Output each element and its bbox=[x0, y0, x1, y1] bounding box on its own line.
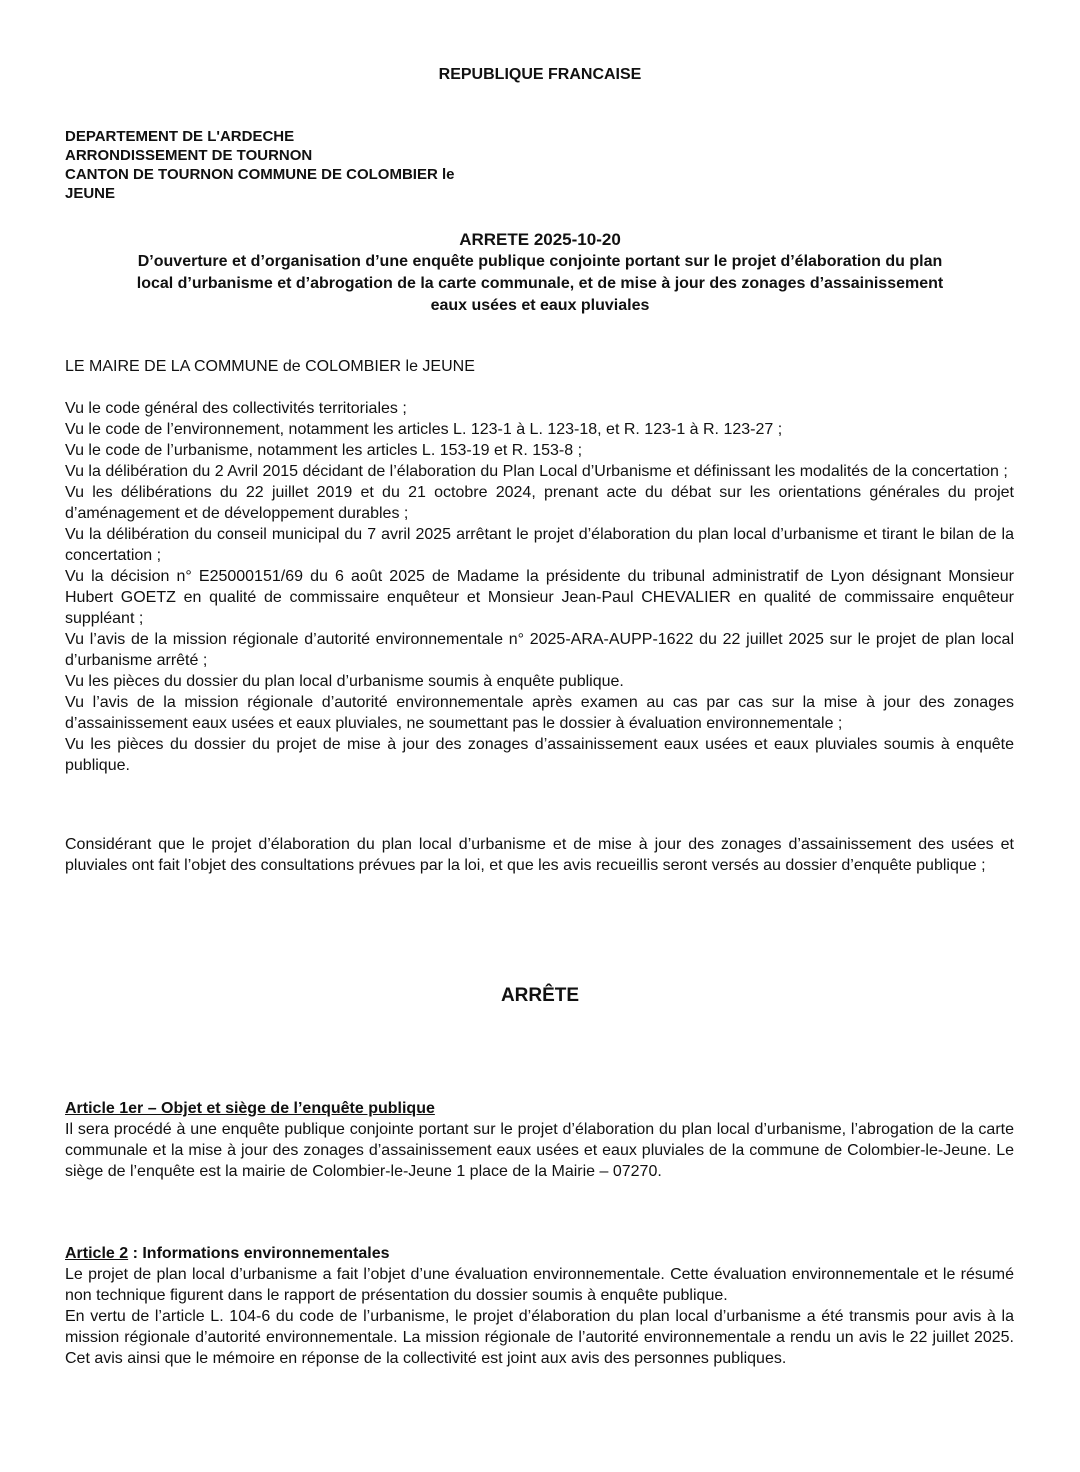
mayor-line: LE MAIRE DE LA COMMUNE de COLOMBIER le JEUNE bbox=[65, 358, 475, 375]
subtitle-line: eaux usées et eaux pluviales bbox=[430, 297, 650, 314]
vu-item: Vu la délibération du 2 Avril 2015 décidant de l’élaboration du Plan Local d’Urbanisme et définissant les modalités de la concertation ; bbox=[65, 463, 1008, 480]
vu-item: Vu les délibérations du 22 juillet 2019 et du 21 octobre 2024, prenant acte du débat sur les orientations générales du projet d’aménagement et de développement durables ; bbox=[65, 484, 1014, 522]
article-1-heading: Article 1er – Objet et siège de l’enquête publique bbox=[65, 1100, 435, 1117]
canton-line: CANTON DE TOURNON COMMUNE DE COLOMBIER le bbox=[65, 166, 455, 183]
article-2-paragraph: Le projet de plan local d’urbanisme a fait l’objet d’une évaluation environnementale. Cette évaluation environnementale et le résumé non technique figurent dans le rapport de présentation du dossier soumis à enquête publique. bbox=[65, 1266, 1014, 1304]
admin-block bbox=[65, 127, 454, 203]
vu-item: Vu le code de l’urbanisme, notamment les articles L. 153-19 et R. 153-8 ; bbox=[65, 442, 583, 459]
republic-heading: REPUBLIQUE FRANCAISE bbox=[438, 66, 642, 83]
vu-item: Vu l’avis de la mission régionale d’autorité environnementale après examen au cas par cas sur la mise à jour des zonages d’assainissement eaux usées et eaux pluviales, ne soumettant pas le dossier à évaluation environnementale ; bbox=[65, 694, 1014, 732]
vu-item: Vu l’avis de la mission régionale d’autorité environnementale n° 2025-ARA-AUPP-1622 du 22 juillet 2025 sur le projet de plan local d’urbanisme arrêté ; bbox=[65, 631, 1014, 669]
vu-item: Vu le code de l’environnement, notamment les articles L. 123-1 à L. 123-18, et R. 123-1 à R. 123-27 ; bbox=[65, 421, 783, 438]
arrete-subtitle bbox=[40, 251, 1040, 317]
vu-item: Vu les pièces du dossier du plan local d’urbanisme soumis à enquête publique. bbox=[65, 673, 624, 690]
arrete-number: ARRETE 2025-10-20 bbox=[459, 230, 621, 249]
arrondissement-line: ARRONDISSEMENT DE TOURNON bbox=[65, 147, 313, 164]
article-1-body: Il sera procédé à une enquête publique conjointe portant sur le projet d’élaboration du plan local d’urbanisme, l’abrogation de la carte communale et la mise à jour des zonages d’assainissement eaux usées et eaux pluviales de la commune de Colombier-le-Jeune. Le siège de l’enquête est la mairie de Colombier-le-Jeune 1 place de la Mairie – 07270. bbox=[65, 1121, 1014, 1180]
article-2 bbox=[65, 1243, 1014, 1369]
article-1 bbox=[65, 1098, 1014, 1182]
vu-item: Vu la décision n° E25000151/69 du 6 août 2025 de Madame la présidente du tribunal administratif de Lyon désignant Monsieur Hubert GOETZ en qualité de commissaire enquêteur et Monsieur Jean-Paul CHEVALIER en qualité de commissaire enquêteur suppléant ; bbox=[65, 568, 1014, 627]
commune-line: JEUNE bbox=[65, 185, 116, 202]
subtitle-line: D’ouverture et d’organisation d’une enquête publique conjointe portant sur le projet d’élaboration du plan bbox=[137, 253, 943, 270]
article-2-paragraph: En vertu de l’article L. 104-6 du code de l’urbanisme, le projet d’élaboration du plan local d’urbanisme a été transmis pour avis à la mission régionale d’autorité environnementale. La mission régionale de l’autorité environnementale a rendu un avis le 22 juillet 2025. Cet avis ainsi que le mémoire en réponse de la collectivité est joint aux avis des personnes publiques. bbox=[65, 1308, 1014, 1367]
department-line: DEPARTEMENT DE L'ARDECHE bbox=[65, 128, 295, 145]
article-2-label: Article 2 bbox=[65, 1245, 129, 1262]
considerant-paragraph: Considérant que le projet d’élaboration du plan local d’urbanisme et de mise à jour des zonages d’assainissement des usées et pluviales ont fait l’objet des consultations prévues par la loi, et que les avis recueillis seront versés au dossier d’enquête publique ; bbox=[65, 836, 1014, 874]
subtitle-line: local d’urbanisme et d’abrogation de la carte communale, et de mise à jour des zonages d’assainissement bbox=[136, 275, 944, 292]
vu-item: Vu les pièces du dossier du projet de mise à jour des zonages d’assainissement eaux usées et eaux pluviales soumis à enquête publique. bbox=[65, 736, 1014, 774]
vu-item: Vu le code général des collectivités territoriales ; bbox=[65, 400, 407, 417]
vu-list bbox=[65, 398, 1014, 776]
article-2-heading bbox=[65, 1243, 1014, 1264]
article-2-title: : Informations environnementales bbox=[128, 1245, 390, 1262]
arrete-heading: ARRÊTE bbox=[500, 985, 580, 1006]
vu-item: Vu la délibération du conseil municipal du 7 avril 2025 arrêtant le projet d’élaboration du plan local d’urbanisme et tirant le bilan de la concertation ; bbox=[65, 526, 1014, 564]
